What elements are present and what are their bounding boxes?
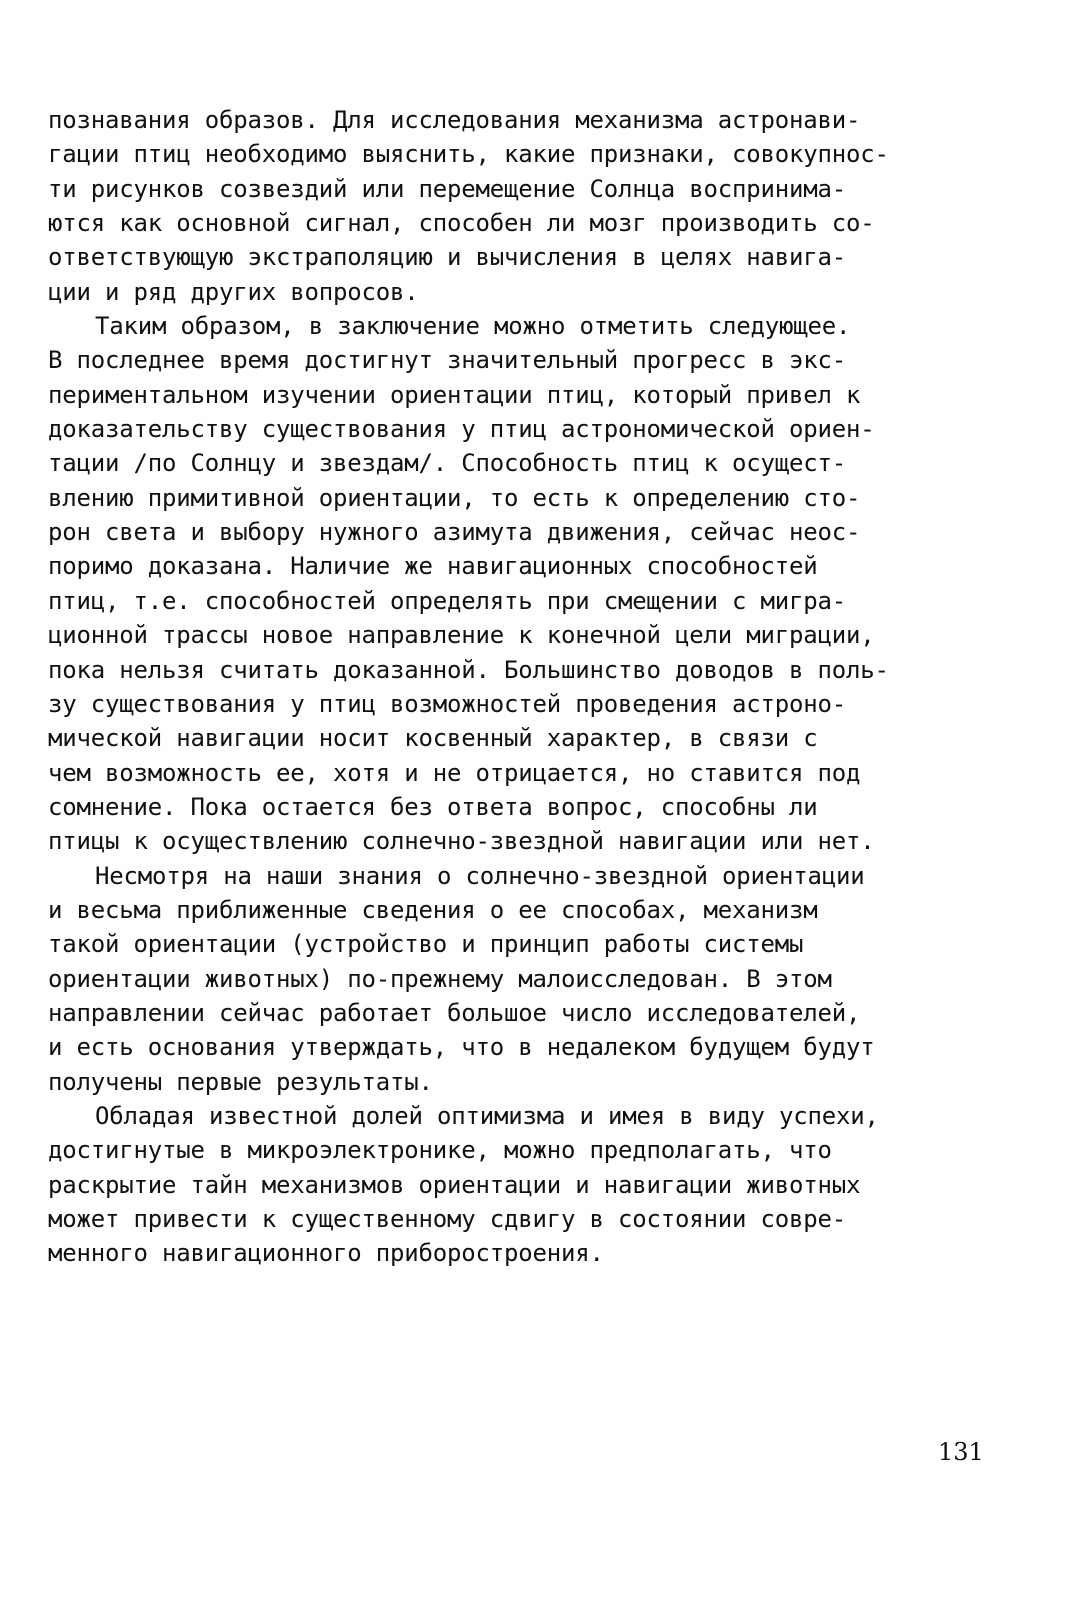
text-line: ционной трассы новое направление к конечной цели миграции, (48, 621, 875, 650)
paragraph-first-line: Таким образом, в заключение можно отметить следующее. (95, 312, 851, 341)
text-line: и есть основания утверждать, что в недалеком будущем будут (48, 1033, 875, 1062)
text-line: ориентации животных) по-прежнему малоисследован. В этом (48, 964, 832, 993)
text-line: может привести к существенному сдвигу в состоянии совре- (48, 1205, 846, 1233)
text-line: влению примитивной ориентации, то есть к определению сто- (48, 483, 861, 512)
text-line: менного навигационного приборостроения. (48, 1239, 604, 1268)
text-line: достигнутые в микроэлектронике, можно предполагать, что (48, 1136, 832, 1165)
text-line: гации птиц необходимо выяснить, какие признаки, совокупнос- (48, 140, 889, 169)
body-text (48, 103, 1008, 1271)
text-line: зу существования у птиц возможностей проведения астроно- (48, 689, 846, 718)
paragraph-first-line: Обладая известной долей оптимизма и имея в виду успехи, (95, 1101, 879, 1130)
text-line: тации /по Солнцу и звездам/. Способность птиц к осущест- (48, 449, 846, 478)
text-line: ции и ряд других вопросов. (48, 277, 419, 306)
text-line: В последнее время достигнут значительный прогресс в экс- (48, 346, 846, 375)
page-number: 131 (938, 1438, 984, 1466)
text-line: птицы к осуществлению солнечно-звездной навигации или нет. (48, 827, 875, 856)
text-line: получены первые результаты. (48, 1067, 433, 1096)
text-line: познавания образов. Для исследования механизма астронави- (48, 106, 861, 134)
text-line: птиц, т.е. способностей определять при смещении с мигра- (48, 586, 846, 615)
paragraph-first-line: Несмотря на наши знания о солнечно-звездной ориентации (95, 861, 865, 890)
text-line: ответствующую экстраполяцию и вычисления в целях навига- (48, 243, 846, 272)
text-line: ти рисунков созвездий или перемещение Солнца воспринима- (48, 174, 846, 203)
text-line: сомнение. Пока остается без ответа вопрос, способны ли (48, 792, 818, 821)
text-line: поримо доказана. Наличие же навигационных способностей (48, 552, 818, 581)
text-line: мической навигации носит косвенный характер, в связи с (48, 724, 818, 753)
text-line: доказательству существования у птиц астрономической ориен- (48, 415, 875, 444)
text-line: раскрытие тайн механизмов ориентации и навигации животных (48, 1170, 861, 1199)
text-line: чем возможность ее, хотя и не отрицается, но ставится под (48, 758, 861, 787)
text-line: и весьма приближенные сведения о ее способах, механизм (48, 895, 818, 924)
text-line: рон света и выбору нужного азимута движения, сейчас неос- (48, 518, 861, 547)
text-line: ются как основной сигнал, способен ли мозг производить со- (48, 209, 875, 238)
text-line: направлении сейчас работает большое число исследователей, (48, 998, 861, 1027)
text-line: пока нельзя считать доказанной. Большинство доводов в поль- (48, 655, 889, 684)
text-line: периментальном изучении ориентации птиц, который привел к (48, 380, 861, 409)
text-line: такой ориентации (устройство и принцип работы системы (48, 930, 804, 959)
